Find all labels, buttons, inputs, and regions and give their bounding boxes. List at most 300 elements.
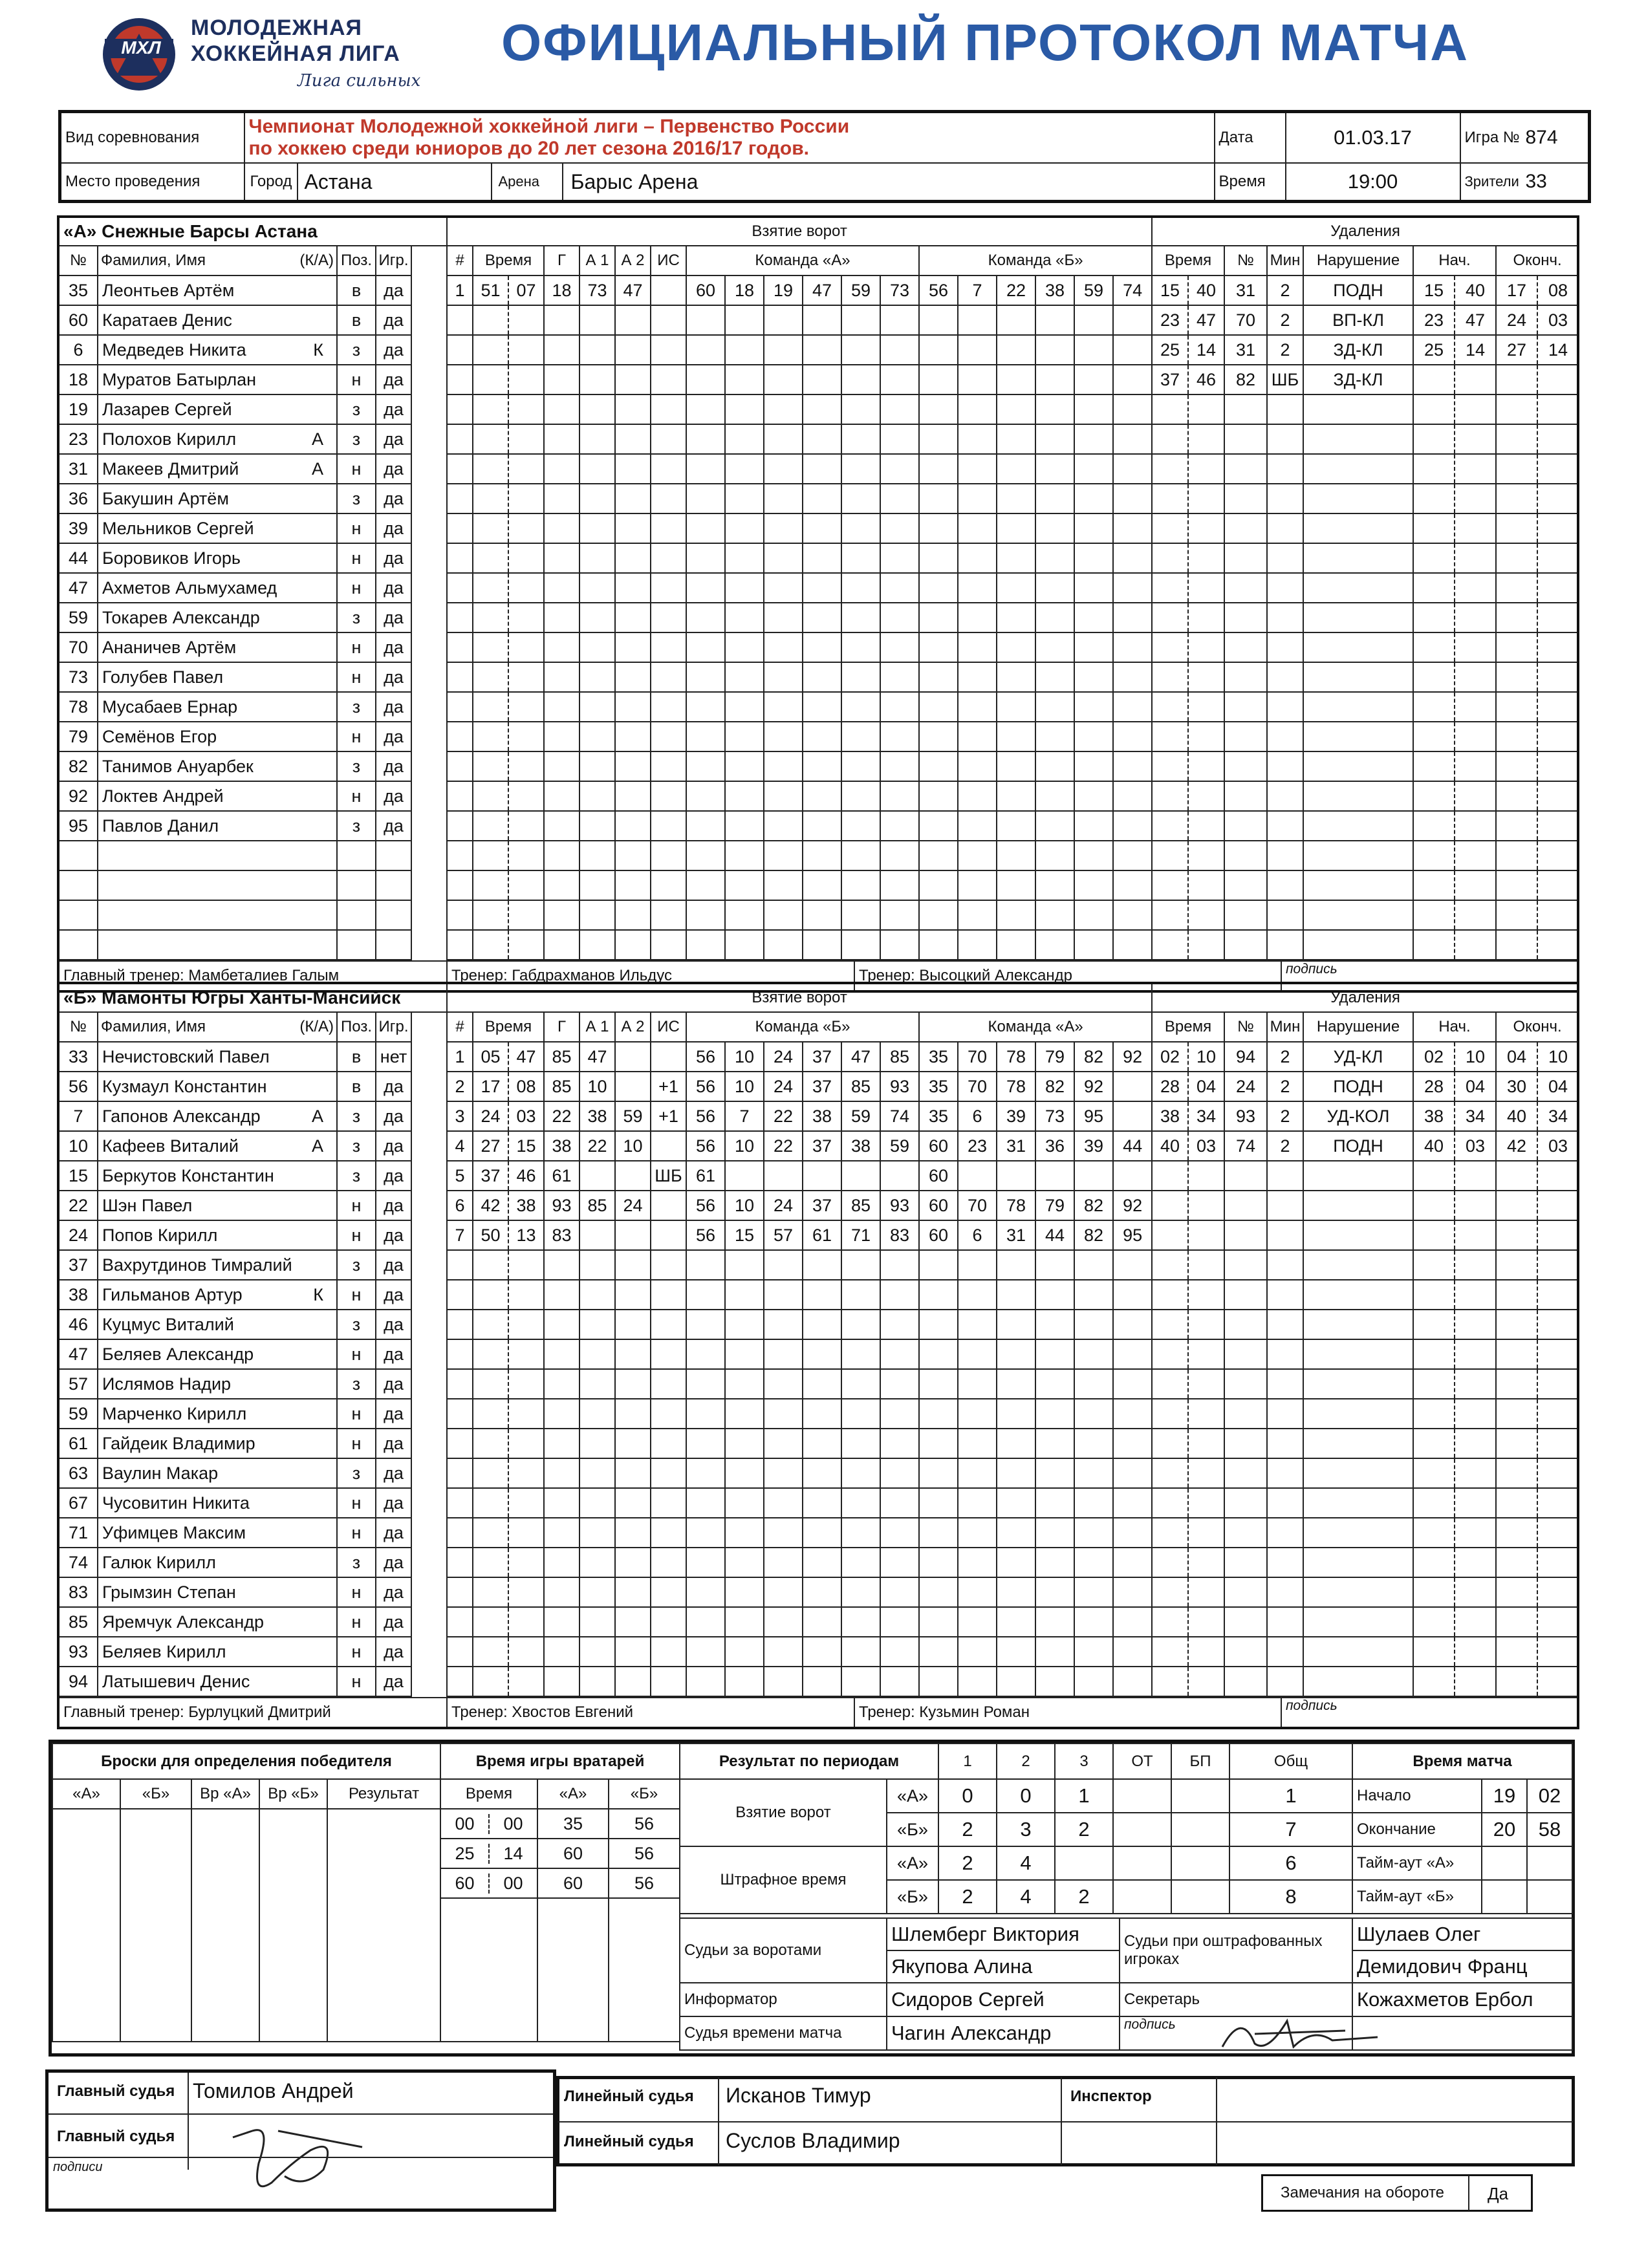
period-team: «А» [887,1846,938,1880]
team_a-penalty-cell: 2 [1267,305,1303,335]
team_b-player-played: да [376,1637,411,1667]
goalie-time-sec: 14 [503,1843,523,1863]
team_b-goal-cell: 35 [919,1101,958,1131]
team_a-player-number: 59 [59,603,98,632]
officials-signature-label: подпись [1120,2016,1352,2050]
team_b-col-team-own: Команда «Б» [686,1012,919,1042]
team_b-goal-cell: 6 [958,1220,997,1250]
team_b-player-pos: н [337,1339,376,1369]
team_a-player-name: Бакушин Артём [102,488,229,508]
remarks-value: Да [1488,2184,1509,2203]
team_b-goal-cell: 82 [1074,1191,1113,1220]
team_b-goal-cell: 70 [958,1042,997,1072]
team_b-penalty-cell: 04 [1455,1072,1496,1101]
team_b-penalty-cell: 93 [1224,1101,1267,1131]
team_a-goal-cell: 38 [1035,275,1074,305]
team_a-player-number: 6 [59,335,98,365]
team_b-goal-cell: 24 [764,1191,803,1220]
period-value: 2 [1055,1813,1113,1846]
logo-tagline: Лига сильных [298,71,421,91]
team_a-penalty-cell: 24 [1496,305,1537,335]
team_b-goal-cell: 03 [508,1101,544,1131]
team_b-player-pos: з [337,1250,376,1280]
team_b-goal-cell: 57 [764,1220,803,1250]
period-value [1113,1813,1171,1846]
team_b-pen-col-min: Мин [1267,1012,1303,1042]
team_b-pen-col-start: Нач. [1413,1012,1496,1042]
team_b-penalty-cell: 2 [1267,1101,1303,1131]
team_a-pen-col-time: Время [1152,246,1224,275]
team_b-goal-cell: 61 [544,1161,579,1191]
team_b-col-hash: # [447,1012,473,1042]
team_a-goal-cell: 47 [615,275,651,305]
informer-label: Информатор [680,1983,887,2016]
goal-judges-label: Судьи за воротами [680,1918,887,1983]
team_b-player-pos: н [337,1191,376,1220]
goalie-a: 35 [537,1809,609,1839]
match-end-hour: 20 [1482,1813,1527,1846]
period-value [1171,1880,1229,1914]
period-value [1171,1813,1229,1846]
team_a-penalty-cell: ПОДН [1303,275,1413,305]
team_a-penalty-cell: 47 [1455,305,1496,335]
team_b-goal-cell: 61 [803,1220,841,1250]
period-row [680,1846,1352,1880]
team_a-player-name: Макеев Дмитрий [102,459,239,479]
team_a-player-played: да [376,335,411,365]
team_b-pen-col-end: Оконч. [1496,1012,1579,1042]
team_a-player-number: 92 [59,781,98,811]
city-value: Астана [297,164,491,200]
team_b-goal-cell: 24 [764,1042,803,1072]
team_b-goal-cell: 37 [803,1072,841,1101]
team_a-player-name: Лазарев Сергей [102,399,232,419]
team_b-penalty-cell: 10 [1455,1042,1496,1072]
team_b-penalty-cell: ПОДН [1303,1131,1413,1161]
team_b-goal-cell: 08 [508,1072,544,1101]
team_b-goal-cell: 79 [1035,1191,1074,1220]
team_b-player-played: да [376,1250,411,1280]
team_a-player-pos: з [337,484,376,513]
team_a-player-played: да [376,811,411,841]
shootout-col-gk-b: Вр «Б» [259,1779,327,1809]
team_b-player-pos: з [337,1131,376,1161]
team_b-goal-cell: 10 [725,1191,764,1220]
team_b-goal-cell: 6 [958,1101,997,1131]
period-team: «Б» [887,1880,938,1914]
team_b-penalty-cell: 34 [1537,1101,1579,1131]
period-value: 7 [1229,1813,1352,1846]
venue-label: Место проведения [60,163,244,202]
team_b-penalty-cell: ПОДН [1303,1072,1413,1101]
team_a-goal-cell: 7 [958,275,997,305]
team_b-player-played: да [376,1161,411,1191]
team_b-col-g: Г [544,1012,579,1042]
team_b-goals-title: Взятие ворот [447,984,1152,1012]
team_b-player-number: 7 [59,1101,98,1131]
team_a-player-played: да [376,632,411,662]
arena-label: Арена [491,164,562,200]
period-col-2: 2 [997,1744,1055,1779]
team_a-pen-col-min: Мин [1267,246,1303,275]
team_b-player-name: Куцмус Виталий [102,1314,234,1334]
team_a-player-number: 47 [59,573,98,603]
team_b-goal-cell: 47 [508,1042,544,1072]
team_a-player-played: да [376,275,411,305]
team_a-col-team-opp: Команда «Б» [919,246,1152,275]
team_b-penalty-cell: 74 [1224,1131,1267,1161]
team_a-player-played: да [376,662,411,692]
period-value: 2 [938,1813,997,1846]
team_b-player-played: да [376,1220,411,1250]
secretary-name: Кожахметов Ербол [1352,1983,1572,2016]
match-start-label: Начало [1352,1779,1482,1813]
team_a-penalty-cell: 14 [1537,335,1579,365]
goalie-empty [609,1898,680,2042]
team_b-goal-cell: 71 [841,1220,880,1250]
team_b-player-role: К [313,1284,323,1304]
team_b-player-played: да [376,1310,411,1339]
team_a-col-team-own: Команда «А» [686,246,919,275]
game-label: Игра № [1464,129,1520,146]
shootout-title: Броски для определения победителя [52,1744,440,1779]
team_a-player-number: 82 [59,751,98,781]
team_b-goal-cell: 95 [1074,1101,1113,1131]
team_b-player-name: Грымзин Степан [102,1582,236,1602]
team_b-player-number: 47 [59,1339,98,1369]
secretary-signature [1216,2008,1384,2060]
city-label: Город [250,173,292,190]
team_a-penalty-cell: 14 [1188,335,1224,365]
team_b-penalty-cell: 40 [1152,1131,1188,1161]
team_b-goal-cell: 85 [544,1042,579,1072]
period-col-3: 3 [1055,1744,1113,1779]
team_b-goal-cell: 92 [1113,1191,1152,1220]
team_b-goal-cell: 23 [958,1131,997,1161]
team_a-goal-cell: 73 [880,275,919,305]
team_a-player-name: Боровиков Игорь [102,548,241,568]
goalie-b: 56 [609,1839,680,1868]
team_a-player-name: Ананичев Артём [102,637,237,657]
time-value: 19:00 [1286,163,1460,202]
team_a-penalty-cell: 31 [1224,335,1267,365]
goalie-time-title: Время игры вратарей [440,1744,680,1779]
team_b-player-number: 10 [59,1131,98,1161]
team_b-goal-cell: 70 [958,1191,997,1220]
team_a-player-number: 70 [59,632,98,662]
match-end-label: Окончание [1352,1813,1482,1846]
linesman-label-1: Линейный судья [564,2088,694,2105]
team_b-goal-cell: 83 [544,1220,579,1250]
period-value: 8 [1229,1880,1352,1914]
team_a-player-name: Павлов Данил [102,815,219,836]
goalie-row [440,1868,680,1898]
team_b-goal-cell: 4 [447,1131,473,1161]
team_a-player-number: 78 [59,692,98,722]
team_b-player-name: Беляев Александр [102,1344,254,1364]
team_b-player-number: 85 [59,1607,98,1637]
goalie-time-cell [440,1868,537,1898]
team_b-goal-cell: 38 [841,1131,880,1161]
venue-cell [244,163,1215,202]
team_b-penalty-cell: 10 [1537,1042,1579,1072]
team_b-player-number: 93 [59,1637,98,1667]
team_b-goal-cell: 95 [1113,1220,1152,1250]
team_b-signature-label: подпись [1286,1698,1337,1713]
team_b-goal-cell: 47 [579,1042,615,1072]
team_b-goal-cell: 59 [841,1101,880,1131]
period-col-total: Общ [1229,1744,1352,1779]
team_b-goal-cell: 61 [686,1161,725,1191]
team_b-goal-cell: 31 [997,1220,1035,1250]
team_b-penalty-cell: 24 [1224,1072,1267,1101]
remarks-vline [1468,2176,1469,2210]
team_b-player-role: А [311,1136,323,1156]
team_b-player-pos: н [337,1637,376,1667]
team_a-col-g: Г [544,246,579,275]
team_a-penalty-cell: ШБ [1267,365,1303,394]
team_a-goal-cell: 1 [447,275,473,305]
team_a-player-pos: з [337,692,376,722]
team_b-goal-cell: 22 [764,1131,803,1161]
team_b-player-number: 61 [59,1429,98,1458]
team_b-goal-cell: 74 [880,1101,919,1131]
team_a-col-is: ИС [651,246,686,275]
period-value [1113,1846,1171,1880]
team_b-penalty-cell: 03 [1188,1131,1224,1161]
team_a-col-a2: А 2 [615,246,651,275]
team_b-penalty-cell: 02 [1413,1042,1455,1072]
team_a-player-played: да [376,543,411,573]
team_b-player-pos: з [337,1458,376,1488]
team_a-player-pos: з [337,811,376,841]
team_b-player-number: 63 [59,1458,98,1488]
team_b-player-name: Гапонов Александр [102,1106,261,1126]
team_a-pen-col-start: Нач. [1413,246,1496,275]
team_b-goal-cell: 82 [1035,1072,1074,1101]
team_a-head-coach: Главный тренер: Мамбеталиев Галым [59,961,447,991]
match-time-title: Время матча [1352,1744,1572,1779]
period-col-ot: ОТ [1113,1744,1171,1779]
team_b-penalty-cell: 2 [1267,1131,1303,1161]
arena-value: Барыс Арена [562,164,1214,200]
team_b-title: «Б» Мамонты Югры Ханты-Мансийск [59,984,447,1012]
team_b-goal-cell: 22 [544,1101,579,1131]
team_b-player-pos: н [337,1429,376,1458]
team_a-player-played: да [376,454,411,484]
team_a-col-hash: # [447,246,473,275]
team_a-player-name: Медведев Никита [102,340,246,360]
team_b-head-coach: Главный тренер: Бурлуцкий Дмитрий [59,1698,447,1727]
goalie-empty [537,1898,609,2042]
logo-line2: ХОККЕЙНАЯ ЛИГА [191,41,400,66]
team_a-goal-cell: 59 [1074,275,1113,305]
team_b-penalty-cell: 03 [1537,1131,1579,1161]
team_a-player-pos: з [337,603,376,632]
team_a-penalty-cell: 2 [1267,275,1303,305]
team_a-player-number: 36 [59,484,98,513]
team_a-player-name: Токарев Александр [102,607,260,627]
team_b-player-pos: з [337,1548,376,1577]
period-value: 1 [1229,1779,1352,1813]
team_b-goal-cell: 31 [997,1131,1035,1161]
team_b-goal-cell: 82 [1074,1042,1113,1072]
pim-label: Штрафное время [680,1846,887,1914]
mhl-logo-badge: МХЛ [121,38,161,58]
team_b-player-number: 46 [59,1310,98,1339]
team_a-penalty-cell: 37 [1152,365,1188,394]
team_a-coach-2: Тренер: Высоцкий Александр [854,961,1281,991]
team_a-goal-cell: 59 [841,275,880,305]
team_b-player-pos: в [337,1042,376,1072]
team_b-player-played: да [376,1548,411,1577]
team_a-penalty-cell: ЗД-КЛ [1303,365,1413,394]
team_b-goal-cell: 92 [1074,1072,1113,1101]
team_b-pen-col-type: Нарушение [1303,1012,1413,1042]
team_b-penalty-cell: 30 [1496,1072,1537,1101]
team_b-player-played: да [376,1577,411,1607]
team_b-frame [57,982,1579,1729]
team_a-player-name: Локтев Андрей [102,786,224,806]
team_b-goal-cell: 85 [880,1042,919,1072]
team_a-goal-cell: 47 [803,275,841,305]
team_b-goal-cell: 10 [725,1072,764,1101]
team_b-player-pos: н [337,1488,376,1518]
remarks-label: Замечания на обороте [1281,2184,1445,2201]
referee-signature [213,2111,375,2202]
team_a-player-name: Семёнов Егор [102,726,217,746]
goal-judge-2: Якупова Алина [887,1950,1120,1983]
goalie-b: 56 [609,1868,680,1898]
team_a-penalty-cell: 82 [1224,365,1267,394]
goalie-time-min: 60 [441,1874,490,1894]
period-value: 2 [1055,1880,1113,1914]
goalie-time-min: 25 [441,1844,490,1864]
team_a-player-pos: н [337,722,376,751]
team_b-player-played: да [376,1131,411,1161]
goalie-time-min: 00 [441,1814,490,1834]
team_b-goal-cell: 36 [1035,1131,1074,1161]
team_b-player-name: Беляев Кирилл [102,1641,226,1661]
team_b-penalty-cell: 04 [1188,1072,1224,1101]
team_a-penalty-cell: 70 [1224,305,1267,335]
team_b-player-name: Кузмаул Константин [102,1076,267,1096]
period-value: 1 [1055,1779,1113,1813]
period-col-1: 1 [938,1744,997,1779]
team_b-goal-cell: 24 [764,1072,803,1101]
team_b-goal-cell: 6 [447,1191,473,1220]
team_a-title: «А» Снежные Барсы Астана [59,217,447,246]
team_b-goal-cell: 35 [919,1072,958,1101]
team_b-player-name: Марченко Кирилл [102,1403,247,1423]
linesman-name-1: Исканов Тимур [726,2084,871,2107]
team_b-player-number: 56 [59,1072,98,1101]
team_b-goal-cell: 56 [686,1042,725,1072]
team_b-player-pos: з [337,1369,376,1399]
team_b-goal-cell: 44 [1113,1131,1152,1161]
goalie-a: 60 [537,1868,609,1898]
ref-name-1: Томилов Андрей [193,2079,354,2102]
shootout-cell [52,1809,120,2042]
team_a-penalty-cell: 27 [1496,335,1537,365]
team_a-penalty-cell: 47 [1188,305,1224,335]
team_b-player-name: Ислямов Надир [102,1374,232,1394]
team_b-penalty-cell: 10 [1188,1042,1224,1072]
shootout-cell [191,1809,259,2042]
period-value: 2 [938,1846,997,1880]
goalie-time-table [440,1743,680,2042]
team_a-player-name: Мельников Сергей [102,518,254,538]
match-start-hour: 19 [1482,1779,1527,1813]
team_b-player-name: Яремчук Александр [102,1612,265,1632]
period-value: 6 [1229,1846,1352,1880]
goalie-b: 56 [609,1809,680,1839]
shootout-cell [327,1809,440,2042]
shootout-table [52,1743,441,2042]
team_b-player-pos: н [337,1220,376,1250]
team_b-penalty-cell: 40 [1496,1101,1537,1131]
team_b-goal-cell: 82 [1074,1220,1113,1250]
team_a-goal-cell: 51 [473,275,508,305]
competition-label: Вид соревнования [60,112,244,164]
team_b-goal-cell: 10 [615,1131,651,1161]
periods-title: Результат по периодам [680,1744,938,1779]
team_a-player-name: Полохов Кирилл [102,429,237,449]
team_a-player-number: 23 [59,424,98,454]
team_b-goal-cell: 70 [958,1072,997,1101]
game-cell [1460,112,1590,164]
match-info-table [58,110,1591,203]
team_b-penalty-cell: 28 [1152,1072,1188,1101]
team_b-player-played: да [376,1399,411,1429]
team_b-goal-cell: 78 [997,1042,1035,1072]
team_b-goal-cell: +1 [651,1072,686,1101]
team_a-signature-label: подпись [1286,962,1337,977]
team_b-player-number: 59 [59,1399,98,1429]
team_b-goal-cell: 13 [508,1220,544,1250]
team_a-col-ka: (К/А) [299,252,334,269]
team_a-player-number: 19 [59,394,98,424]
team_a-player-name: Муратов Батырлан [102,369,257,389]
team_b-penalty-cell: 2 [1267,1042,1303,1072]
linesman-label-2: Линейный судья [564,2133,694,2150]
team_b-goal-cell: 17 [473,1072,508,1101]
team_a-coach-1: Тренер: Габдрахманов Ильдус [447,961,854,991]
team_b-goal-cell: 5 [447,1161,473,1191]
team_b-col-num: № [59,1012,98,1042]
team_b-player-number: 71 [59,1518,98,1548]
team_a-col-pos: Поз. [337,246,376,275]
team_a-penalty-cell: 25 [1413,335,1455,365]
period-results-table [679,1743,1353,1914]
ref-label-1: Главный судья [57,2082,175,2100]
team_b-goal-cell: 38 [803,1101,841,1131]
team_b-player-played: да [376,1607,411,1637]
team_b-goal-cell: 2 [447,1072,473,1101]
team_a-player-pos: з [337,335,376,365]
team_a-player-played: да [376,394,411,424]
team_b-player-name: Шэн Павел [102,1195,193,1215]
team_b-player-number: 74 [59,1548,98,1577]
team_b-goal-cell: 73 [1035,1101,1074,1131]
team_a-goal-cell: 74 [1113,275,1152,305]
team_b-goal-cell: 10 [725,1131,764,1161]
team_a-col-time: Время [473,246,544,275]
goalie-col-time: Время [440,1779,537,1809]
team_a-goal-cell: 18 [544,275,579,305]
team_b-player-name: Чусовитин Никита [102,1493,250,1513]
team_a-pen-col-end: Оконч. [1496,246,1579,275]
